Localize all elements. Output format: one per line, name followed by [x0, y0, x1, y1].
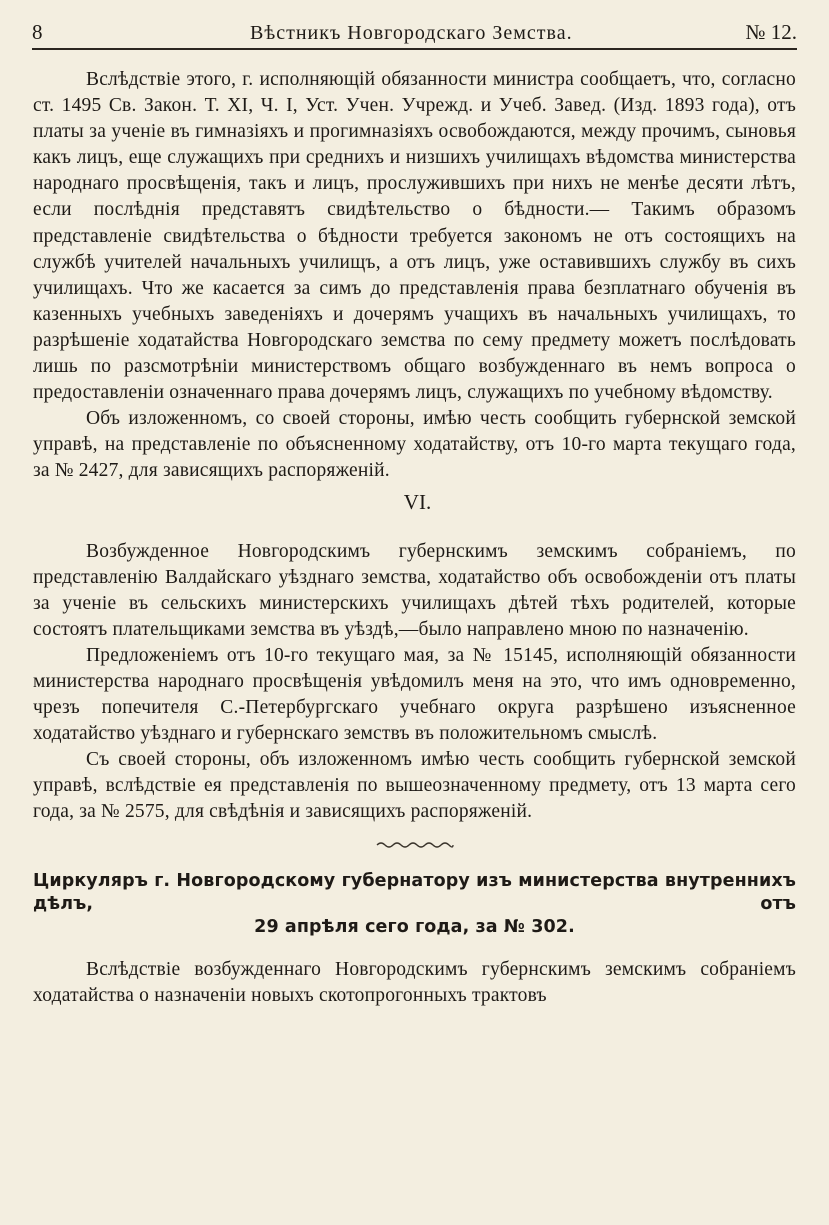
ornament-divider: [33, 836, 796, 856]
wave-ornament-icon: [375, 839, 455, 851]
paragraph: Возбужденное Новгородскимъ губернскимъ земскимъ собраніемъ, по представленію Валдайскаго уѣзднаго земства, ходатайство объ освобожденіи отъ платы за ученіе въ сельскихъ министерскихъ училищахъ дѣтей тѣхъ родителей, которые состоятъ плательщиками земства въ уѣздѣ,—было направлено мною по назначенію.: [33, 540, 796, 640]
journal-title: Вѣстникъ Новгородскаго Земства.: [250, 22, 573, 44]
page-body: [33, 67, 796, 1009]
paragraph: Вслѣдствіе возбужденнаго Новгородскимъ губернскимъ земскимъ собраніемъ ходатайства о назначеніи новыхъ скотопрогонныхъ трактовъ: [33, 958, 796, 1006]
paragraph: Объ изложенномъ, со своей стороны, имѣю честь сообщить губернской земской управѣ, на представленіе по объясненному ходатайству, отъ 10-го марта текущаго года, за № 2427, для зависящихъ распоряженій.: [33, 408, 796, 482]
paragraph: Вслѣдствіе этого, г. исполняющій обязанности министра сообщаетъ, что, согласно ст. 1495 Св. Закон. Т. XI, Ч. I, Уст. Учен. Учрежд. и Учеб. Завед. (Изд. 1893 года), отъ платы за ученіе въ гимназіяхъ и прогимназіяхъ освобождаются, между прочимъ, сыновья какъ лицъ, еще служащихъ при среднихъ и низшихъ училищахъ вѣдомства министерства народнаго просвѣщенія, такъ и лицъ, прослужившихъ при нихъ не менѣе десяти лѣтъ, если послѣднія представятъ свидѣтельство о бѣдности.— Такимъ образомъ представленіе свидѣтельства о бѣдности требуется закономъ не отъ состоящихъ на службѣ учителей начальныхъ училищъ, а отъ лицъ, уже оставившихъ службу въ сихъ училищахъ. Что же касается за симъ до представленія права безплатнаго обученія въ казенныхъ учебныхъ заведеніяхъ и дочерямъ учащихъ въ начальныхъ училищахъ, то разрѣшеніе ходатайства Новгородскаго земства по сему предмету можетъ послѣдовать лишь по разсмотрѣніи министерствомъ общаго возбужденнаго въ немъ вопроса о предоставленіи означеннаго права дочерямъ лицъ, служащихъ по учебному вѣдомству.: [33, 69, 796, 404]
section-number: VI.: [403, 489, 432, 514]
paragraph: Предложеніемъ отъ 10-го текущаго мая, за № 15145, исполняющій обязанности министерства народнаго просвѣщенія увѣдомилъ меня на это, что имъ одновременно, чрезъ попечителя С.-Петербургскаго учебнаго округа разрѣшено изъясненное ходатайство уѣзднаго и губернскаго земствъ въ положительномъ смыслѣ.: [33, 644, 796, 745]
paragraph: Съ своей стороны, объ изложенномъ имѣю честь сообщить губернской земской управѣ, вслѣдствіе ея представленія по вышеозначенному предмету, отъ 13 марта сего года, за № 2575, для свѣдѣнія и зависящихъ распоряженій.: [33, 749, 796, 823]
circular-heading-line: 29 апрѣля сего года, за № 302.: [254, 916, 575, 937]
circular-heading-line: Циркуляръ г. Новгородскому губернатору изъ министерства внутреннихъ дѣлъ, отъ: [33, 870, 796, 914]
running-header: [32, 18, 797, 50]
circular-heading: [33, 870, 796, 939]
issue-number: № 12.: [745, 20, 797, 44]
page-number: 8: [32, 20, 43, 44]
